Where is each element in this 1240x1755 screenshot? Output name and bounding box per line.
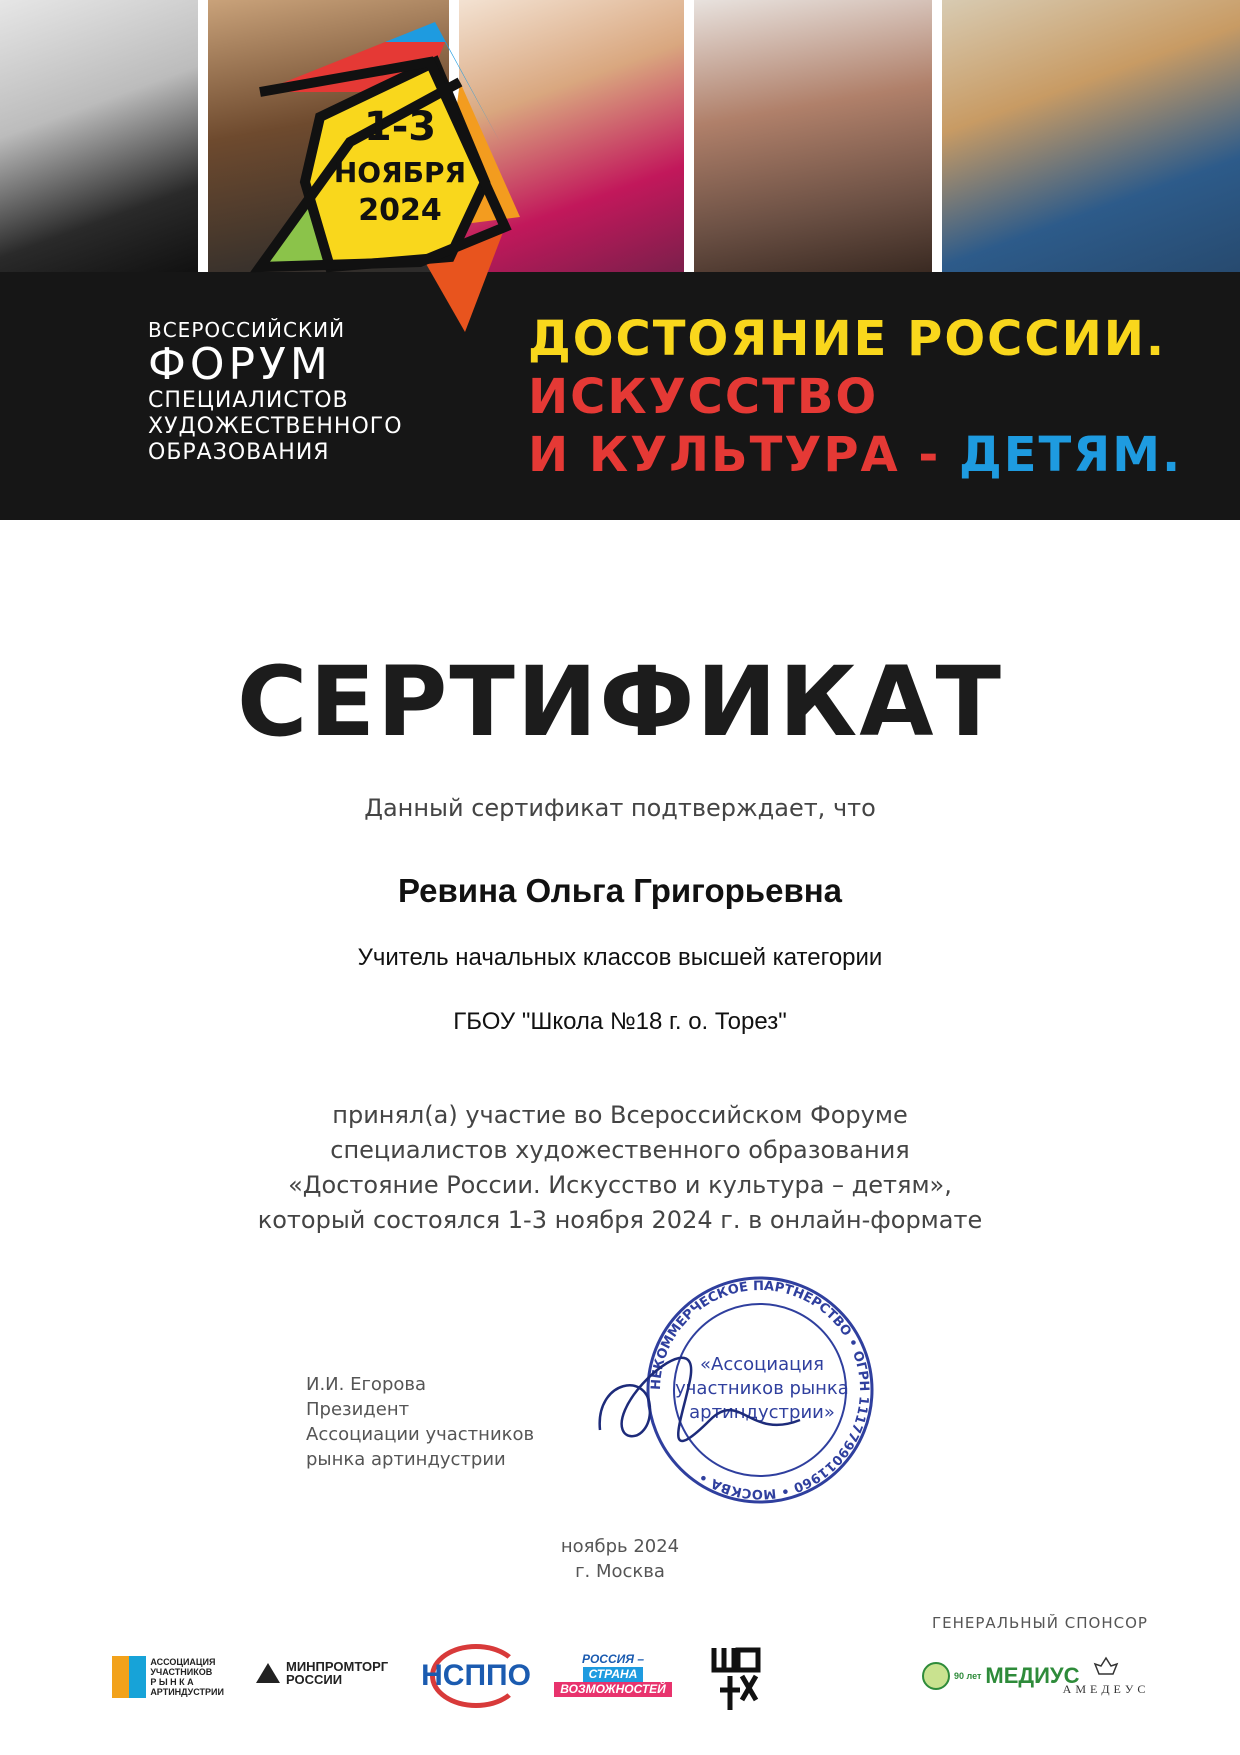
- stamp-line-2: участников рынка: [675, 1378, 849, 1399]
- official-stamp: [590, 1270, 890, 1510]
- forum-headline: [528, 310, 1182, 484]
- stamp-ring-text: НЕКОММЕРЧЕСКОЕ ПАРТНЕРСТВО • ОГРН 1117799011960 • МОСКВА •: [648, 1278, 872, 1502]
- amedeus-logo: [1052, 1656, 1160, 1697]
- minpromtorg-line-2: РОССИИ: [286, 1672, 343, 1687]
- forum-name: [148, 318, 403, 466]
- general-sponsor-label: ГЕНЕРАЛЬНЫЙ СПОНСОР: [932, 1614, 1148, 1632]
- body-line-1: принял(а) участие во Всероссийском Форуме: [332, 1101, 908, 1129]
- rossiya-line-2: СТРАНА: [583, 1667, 644, 1682]
- headline-line-3b: ДЕТЯМ.: [959, 427, 1183, 483]
- body-line-4: который состоялся 1-3 ноября 2024 г. в онлайн-формате: [257, 1206, 983, 1234]
- signer-org-2: рынка артиндустрии: [306, 1449, 506, 1470]
- assoc-logo-mark: [112, 1656, 146, 1698]
- signer-block: [306, 1372, 534, 1472]
- minpromtorg-line-1: МИНПРОМТОРГ: [286, 1659, 389, 1674]
- photo-strip: [0, 0, 1240, 272]
- amedeus-text: АМЕДЕУС: [1062, 1682, 1150, 1696]
- minpromtorg-triangle-icon: [256, 1663, 280, 1683]
- signer-title: Президент: [306, 1399, 410, 1420]
- signer-name: И.И. Егорова: [306, 1374, 427, 1395]
- issue-date: ноябрь 2024: [560, 1536, 680, 1557]
- vdt-logo-icon: [706, 1640, 766, 1712]
- assoc-logo: [112, 1654, 224, 1700]
- minpromtorg-logo: [256, 1660, 388, 1686]
- certificate-title: СЕРТИФИКАТ: [236, 646, 1003, 758]
- assoc-logo-line-3: Р Ы Н К А: [150, 1677, 194, 1687]
- nspo-logo: НСППО: [430, 1644, 522, 1708]
- medius-text: МЕДИУС: [985, 1663, 1080, 1688]
- star-month: НОЯБРЯ: [333, 156, 467, 189]
- medius-badge-icon: [922, 1662, 950, 1690]
- photo-pottery: [694, 0, 932, 272]
- recipient-position: Учитель начальных классов высшей категории: [357, 944, 883, 971]
- rossiya-line-3: ВОЗМОЖНОСТЕЙ: [554, 1682, 672, 1697]
- headline-line-3: [528, 426, 1182, 484]
- medius-years: 90 лет: [954, 1671, 982, 1681]
- photo-musician: [0, 0, 198, 272]
- issue-info: [0, 1534, 1240, 1584]
- rossiya-logo: [552, 1652, 674, 1697]
- amedeus-emblem-icon: [1091, 1656, 1121, 1678]
- star-year: 2024: [358, 193, 442, 228]
- star-date-range: 1-3: [363, 104, 437, 150]
- recipient-organization: ГБОУ "Школа №18 г. о. Торез": [453, 1008, 787, 1035]
- rossiya-line-1: РОССИЯ –: [581, 1652, 645, 1666]
- forum-line-5: ОБРАЗОВАНИЯ: [148, 440, 330, 465]
- forum-line-2: ФОРУМ: [148, 339, 332, 390]
- certificate-confirms: Данный сертификат подтверждает, что: [364, 794, 876, 822]
- assoc-logo-line-2: УЧАСТНИКОВ: [150, 1667, 213, 1677]
- signer-org-1: Ассоциации участников: [306, 1424, 535, 1445]
- stamp-line-3: артиндустрии»: [689, 1402, 835, 1423]
- assoc-logo-line-1: АССОЦИАЦИЯ: [150, 1657, 216, 1667]
- assoc-logo-text: [150, 1657, 224, 1697]
- headline-line-2: ИСКУССТВО: [528, 369, 879, 425]
- headline-line-3a: И КУЛЬТУРА -: [528, 427, 959, 483]
- forum-line-4: ХУДОЖЕСТВЕННОГО: [148, 414, 403, 439]
- recipient-name: Ревина Ольга Григорьевна: [397, 872, 843, 909]
- body-line-2: специалистов художественного образования: [330, 1136, 910, 1164]
- body-line-3: «Достояние России. Искусство и культура – детям»,: [288, 1171, 952, 1199]
- photo-painter: [942, 0, 1240, 272]
- forum-line-3: СПЕЦИАЛИСТОВ: [148, 388, 349, 413]
- certificate-body: [0, 1098, 1240, 1238]
- headline-line-1: ДОСТОЯНИЕ РОССИИ.: [528, 311, 1167, 367]
- assoc-logo-line-4: АРТИНДУСТРИИ: [150, 1687, 224, 1697]
- stamp-line-1: «Ассоциация: [700, 1354, 824, 1375]
- forum-line-1: ВСЕРОССИЙСКИЙ: [148, 318, 346, 342]
- forum-star-logo: [250, 22, 530, 332]
- issue-city: г. Москва: [575, 1561, 665, 1582]
